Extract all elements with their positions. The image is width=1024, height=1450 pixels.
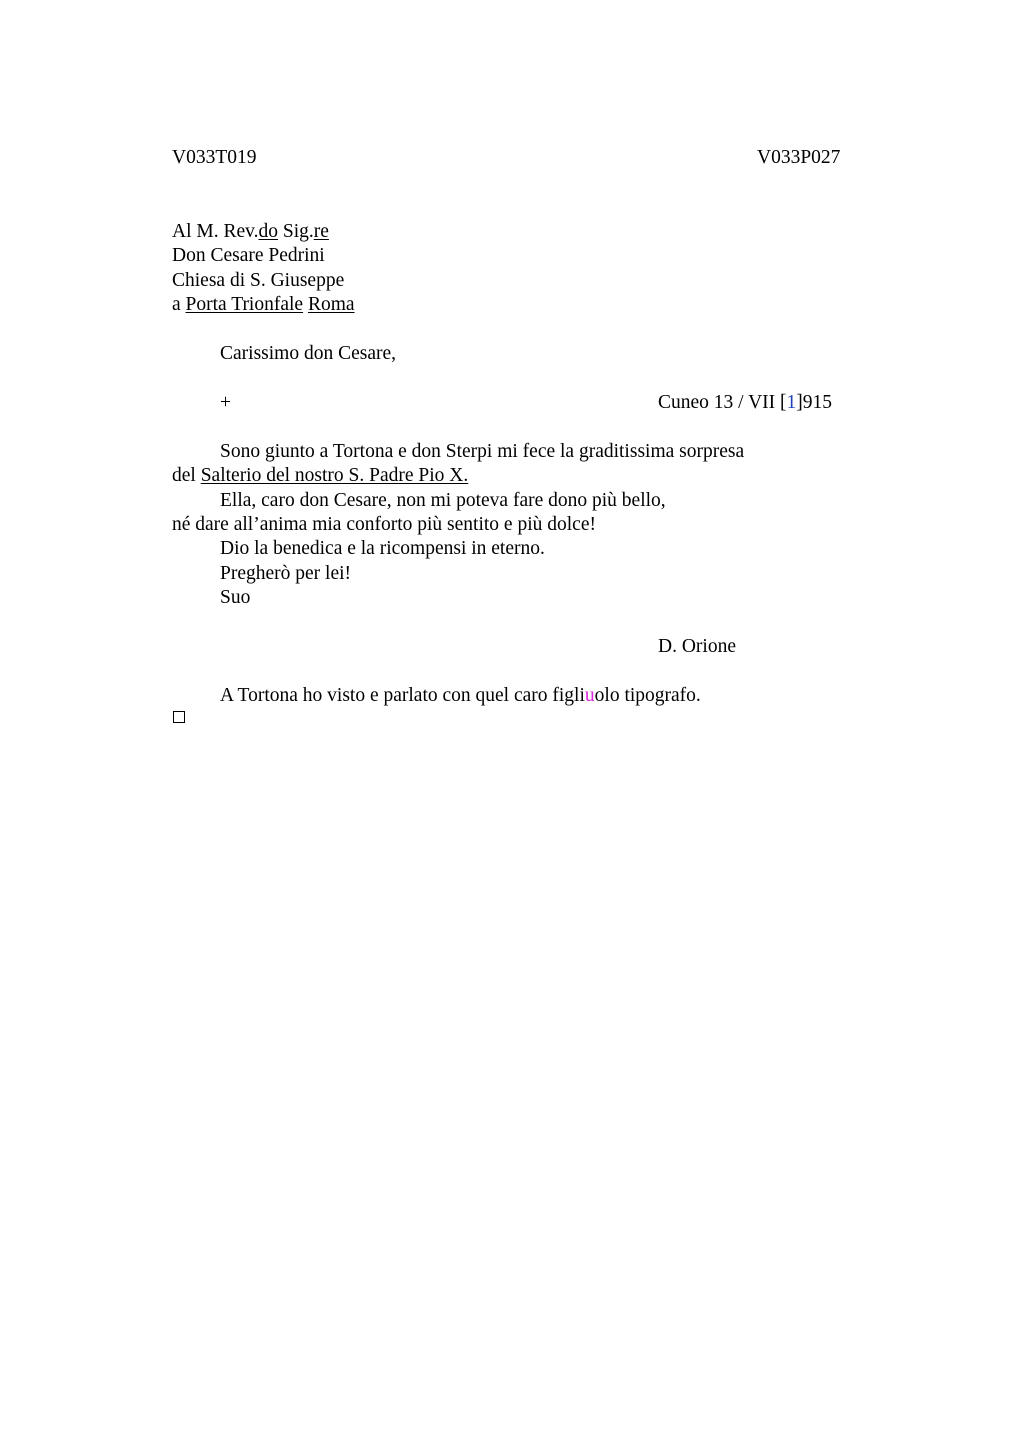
body-p2-line2: né dare all’anima mia conforto più sentito e più dolce! [172, 514, 596, 535]
signature: D. Orione [658, 636, 736, 657]
document-code-left: V033T019 [172, 147, 257, 168]
address-city: Roma [307, 294, 355, 315]
address-porta-trionfale: Porta Trionfale [185, 294, 304, 315]
address-prefix: a [172, 294, 186, 315]
address-title: Al M. Rev. [172, 221, 259, 242]
abbrev-superscript-re: re [313, 221, 329, 242]
end-mark-square-icon [173, 711, 185, 723]
dateline: Cuneo 13 / VII [1]915 [658, 392, 833, 413]
postscript: A Tortona ho visto e parlato con quel caro figliuolo tipografo. [220, 685, 701, 706]
document-code-right: V033P027 [757, 147, 841, 168]
body-p4: Pregherò per lei! [220, 563, 352, 584]
body-p3: Dio la benedica e la ricompensi in eterno. [220, 538, 545, 559]
body-p2-line1: Ella, caro don Cesare, non mi poteva fare dono più bello, [220, 490, 666, 511]
abbrev-superscript-do: do [258, 221, 278, 242]
body-p1-line2: del Salterio del nostro S. Padre Pio X. [172, 465, 469, 486]
address-line-4 [172, 293, 355, 317]
address-line-1 [172, 220, 329, 244]
body-p1-line1: Sono giunto a Tortona e don Sterpi mi fece la graditissima sorpresa [220, 441, 745, 462]
body-p5: Suo [220, 587, 251, 608]
address-sig: Sig. [277, 221, 314, 242]
address-line-2: Don Cesare Pedrini [172, 245, 325, 266]
address-line-3: Chiesa di S. Giuseppe [172, 270, 345, 291]
inserted-digit: 1 [786, 392, 797, 413]
cross-mark: + [220, 392, 231, 413]
salterio-title: Salterio del nostro S. Padre Pio X. [200, 465, 469, 486]
salutation: Carissimo don Cesare, [220, 343, 397, 364]
highlighted-letter: u [584, 685, 595, 706]
